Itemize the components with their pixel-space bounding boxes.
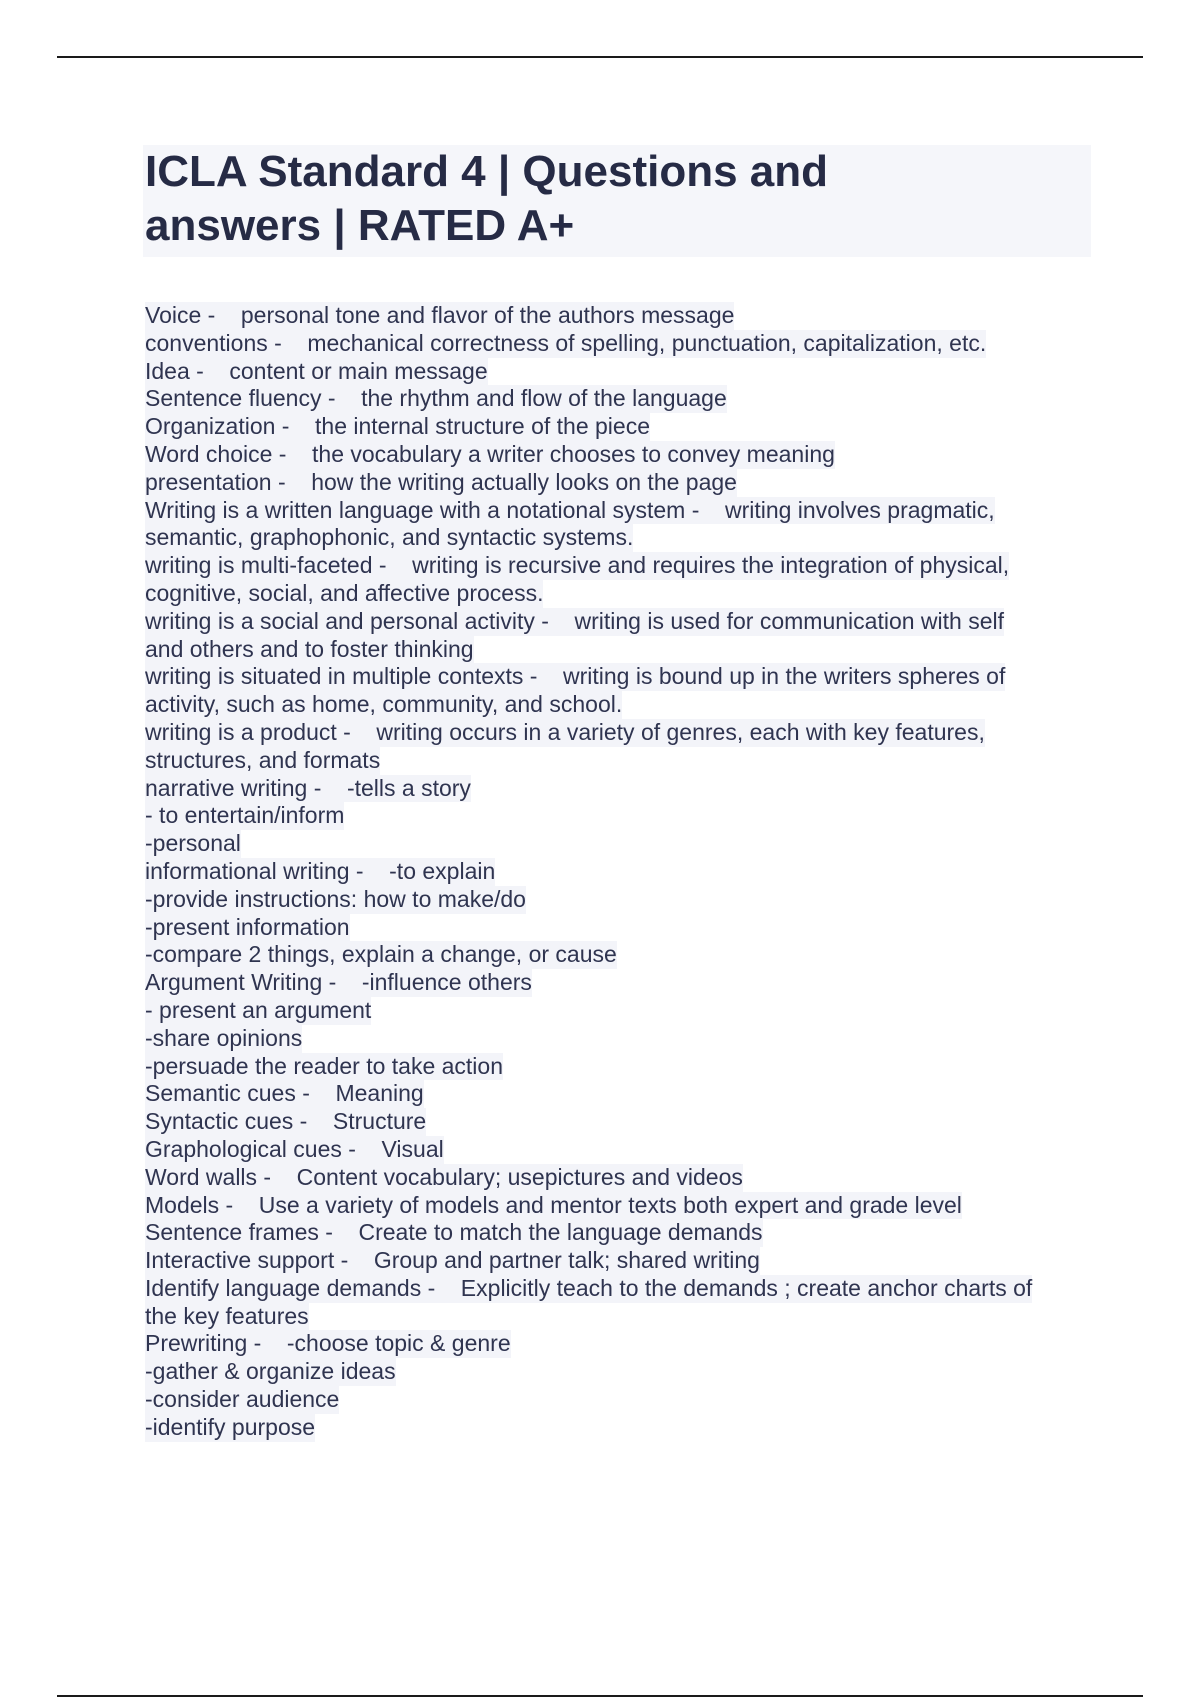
text-line: informational writing - -to explain: [145, 857, 496, 884]
text-line: Semantic cues - Meaning: [145, 1080, 424, 1107]
text-line: -consider audience: [145, 1386, 340, 1413]
bottom-rule: [57, 1695, 1143, 1697]
text-line: Word walls - Content vocabulary; usepictures and videos: [145, 1163, 743, 1190]
text-line: Models - Use a variety of models and mentor texts both expert and grade level: [145, 1191, 962, 1218]
text-line: Word choice - the vocabulary a writer chooses to convey meaning: [145, 440, 835, 467]
text-line: -share opinions: [145, 1024, 303, 1051]
text-line: Writing is a written language with a notational system - writing involves pragmatic,: [145, 496, 995, 523]
text-line: writing is a product - writing occurs in a variety of genres, each with key features,: [145, 718, 985, 745]
document-title: [143, 145, 1091, 253]
text-line: -compare 2 things, explain a change, or cause: [145, 941, 617, 968]
text-line: -persuade the reader to take action: [145, 1052, 504, 1079]
text-line: -gather & organize ideas: [145, 1358, 396, 1385]
text-line: Prewriting - -choose topic & genre: [145, 1330, 511, 1357]
title-line-1: ICLA Standard 4 | Questions and: [145, 147, 828, 196]
text-line: -personal: [145, 830, 241, 857]
title-block: [143, 145, 1091, 257]
text-line: Sentence fluency - the rhythm and flow of the language: [145, 385, 727, 412]
text-line: Organization - the internal structure of the piece: [145, 413, 650, 440]
text-line: structures, and formats: [145, 746, 381, 773]
text-line: Identify language demands - Explicitly teach to the demands ; create anchor charts of: [145, 1274, 1033, 1301]
text-line: writing is multi-faceted - writing is recursive and requires the integration of physical,: [145, 552, 1010, 579]
document-body: [145, 302, 1105, 1442]
text-line: Argument Writing - -influence others: [145, 969, 532, 996]
text-line: semantic, graphophonic, and syntactic systems.: [145, 524, 634, 551]
text-line: Idea - content or main message: [145, 357, 488, 384]
text-line: writing is situated in multiple contexts - writing is bound up in the writers spheres of: [145, 663, 1006, 690]
text-line: activity, such as home, community, and school.: [145, 691, 623, 718]
text-line: narrative writing - -tells a story: [145, 774, 471, 801]
text-line: -provide instructions: how to make/do: [145, 885, 526, 912]
text-line: writing is a social and personal activity - writing is used for communication with self: [145, 607, 1005, 634]
text-line: Voice - personal tone and flavor of the authors message: [145, 302, 735, 328]
text-line: Sentence frames - Create to match the language demands: [145, 1219, 763, 1246]
text-line: -identify purpose: [145, 1413, 316, 1440]
text-line: presentation - how the writing actually looks on the page: [145, 468, 737, 495]
title-line-2: answers | RATED A+: [145, 201, 575, 250]
text-line: - present an argument: [145, 996, 372, 1023]
text-line: -present information: [145, 913, 350, 940]
top-rule: [57, 56, 1143, 58]
text-line: - to entertain/inform: [145, 802, 345, 829]
text-line: Graphological cues - Visual: [145, 1135, 444, 1162]
text-line: the key features: [145, 1302, 309, 1329]
text-line: cognitive, social, and affective process.: [145, 579, 544, 606]
text-line: conventions - mechanical correctness of spelling, punctuation, capitalization, etc.: [145, 329, 987, 356]
text-line: and others and to foster thinking: [145, 635, 474, 662]
text-line: Syntactic cues - Structure: [145, 1108, 427, 1135]
text-line: Interactive support - Group and partner talk; shared writing: [145, 1247, 760, 1274]
